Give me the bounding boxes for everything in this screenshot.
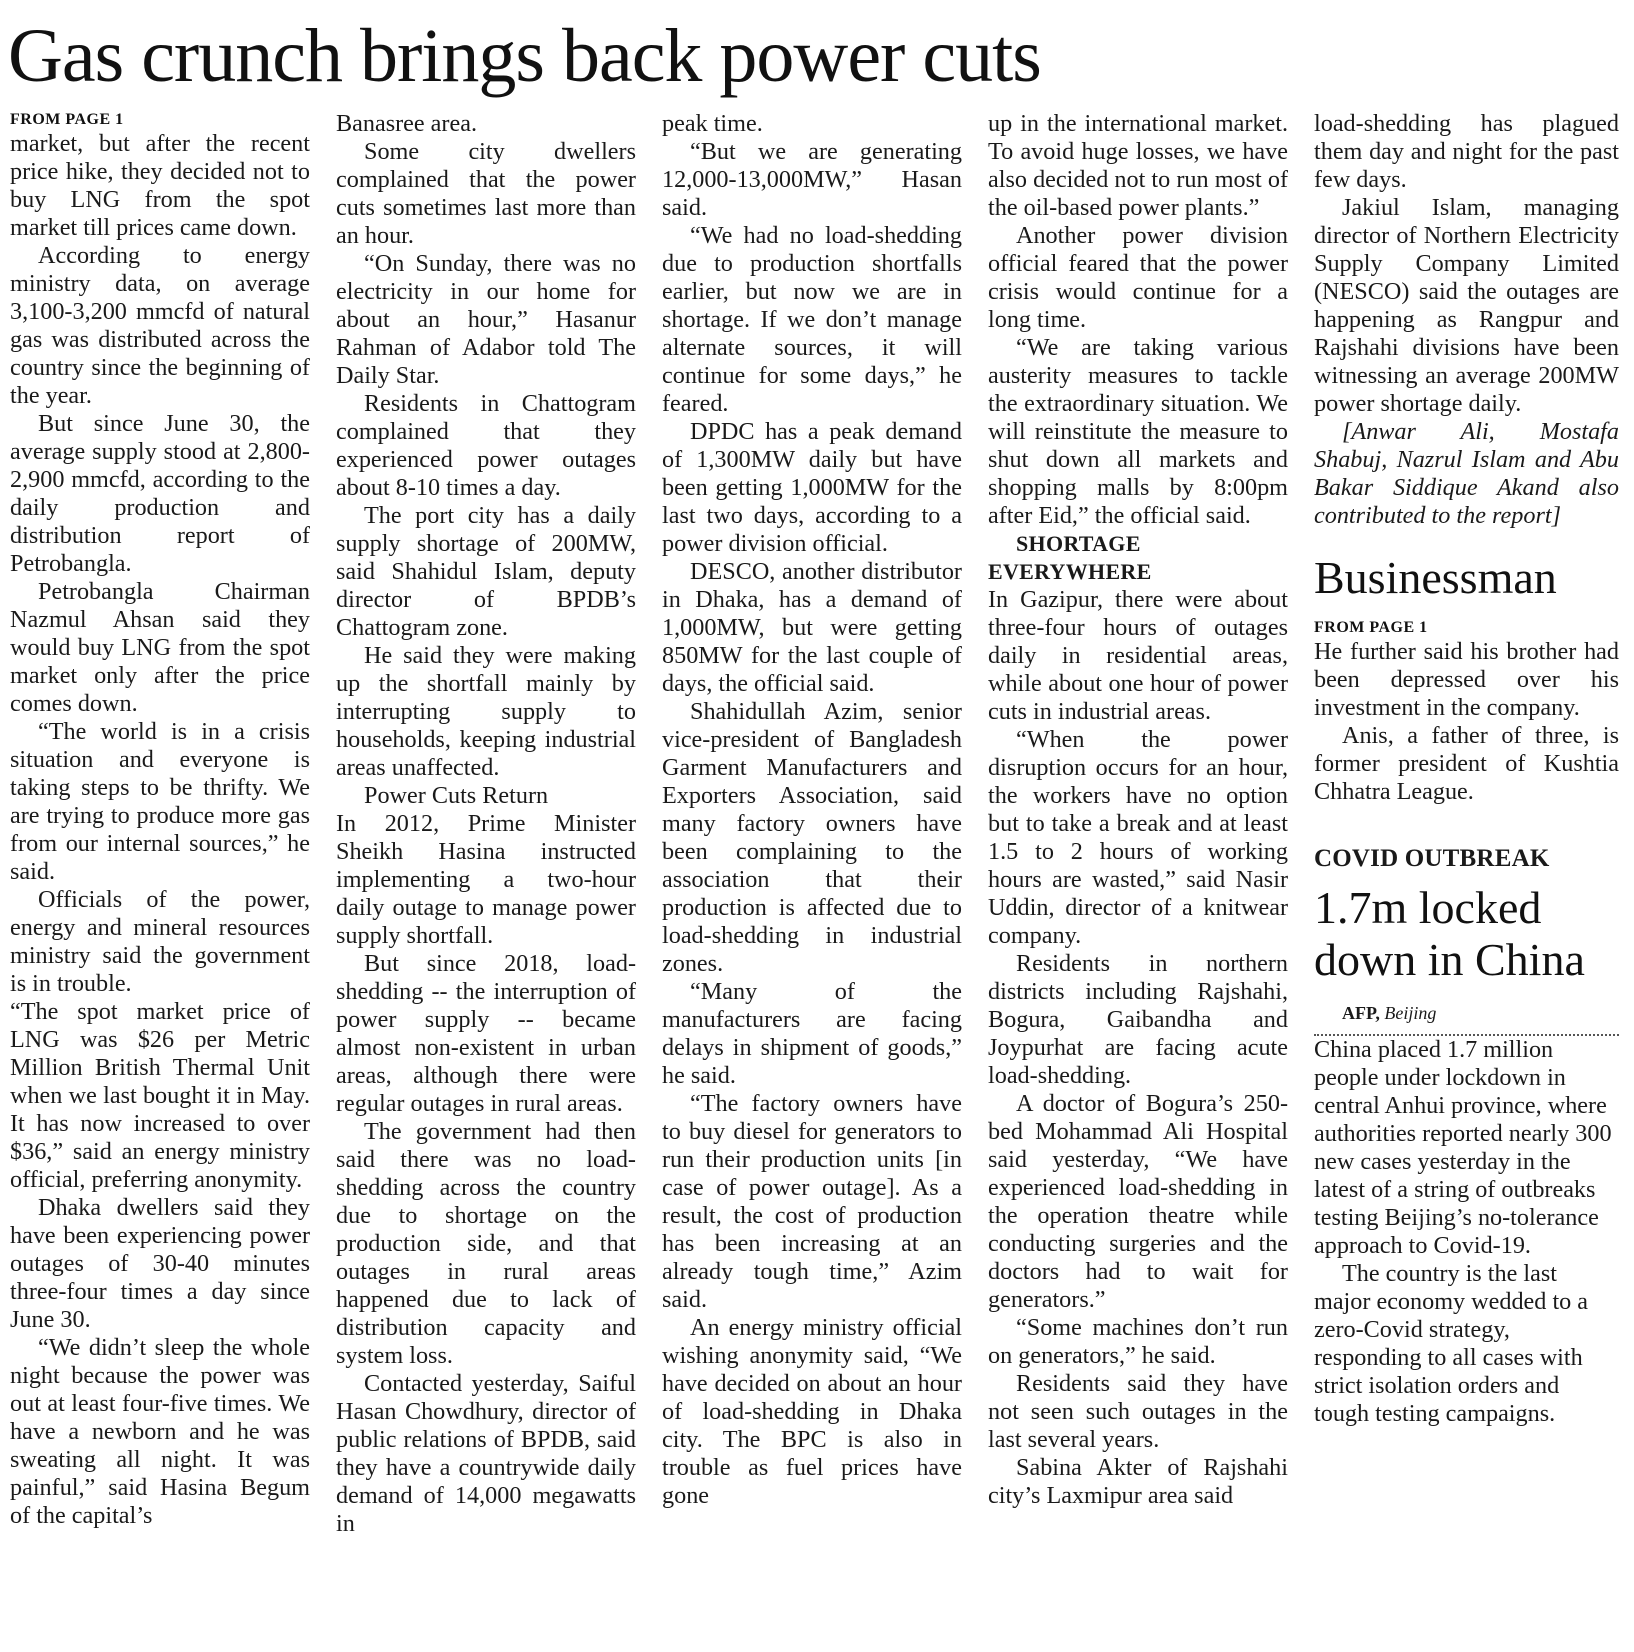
paragraph: Banasree area.	[336, 110, 477, 137]
paragraph: But since June 30, the average supply stood at 2,800-2,900 mmcfd, according to the daily production and distribution report of Petrobangla.	[10, 410, 310, 577]
paragraph: “On Sunday, there was no electricity in our home for about an hour,” Hasanur Rahman of Adabor told The Daily Star.	[336, 250, 636, 389]
paragraph: A doctor of Bogura’s 250-bed Mohammad Ali Hospital said yesterday, “We have experienced load-shedding in the operation theatre while conducting surgeries and the doctors had to wait for generators.”	[988, 1090, 1288, 1313]
paragraph: Residents in Chattogram complained that they experienced power outages about 8-10 times a day.	[336, 390, 636, 501]
paragraph: The country is the last major economy wedded to a zero-Covid strategy, responding to all cases with strict isolation orders and tough testing campaigns.	[1314, 1260, 1589, 1427]
paragraph: Shahidullah Azim, senior vice-president of Bangladesh Garment Manufacturers and Exporters Association, said many factory owners have been complaining to the association that their production is affected due to load-shedding in industrial zones.	[662, 698, 962, 977]
paragraph: Residents in northern districts including Rajshahi, Bogura, Gaibandha and Joypurhat are facing acute load-shedding.	[988, 950, 1288, 1089]
contributor-credit: [Anwar Ali, Mostafa Shabuj, Nazrul Islam and Abu Bakar Siddique Akand also contributed to the report]	[1314, 418, 1619, 529]
paragraph: China placed 1.7 million people under lockdown in central Anhui province, where authorities reported nearly 300 new cases yesterday in the latest of a string of outbreaks testing Beijing’s no-tolerance approach to Covid-19.	[1314, 1036, 1612, 1259]
paragraph: An energy ministry official wishing anonymity said, “We have decided on about an hour of load-shedding in Dhaka city. The BPC is also in trouble as fuel prices have gone	[662, 1314, 962, 1509]
paragraph: Residents said they have not seen such outages in the last several years.	[988, 1370, 1288, 1453]
paragraph: The port city has a daily supply shortage of 200MW, said Shahidul Islam, deputy director of BPDB’s Chattogram zone.	[336, 502, 636, 641]
paragraph: “When the power disruption occurs for an hour, the workers have no option but to take a break and at least 1.5 to 2 hours of working hours are wasted,” said Nasir Uddin, director of a knitwear company.	[988, 726, 1288, 949]
page-headline: Gas crunch brings back power cuts	[8, 14, 1041, 98]
paragraph: “The factory owners have to buy diesel for generators to run their production units [in case of power outage]. As a result, the cost of production has been increasing at an already tough time,” Azim said.	[662, 1090, 962, 1313]
paragraph: market, but after the recent price hike, they decided not to buy LNG from the spot market till prices came down.	[10, 130, 310, 241]
jump-label: FROM PAGE 1	[1314, 619, 1428, 636]
paragraph: Anis, a father of three, is former president of Kushtia Chhatra League.	[1314, 722, 1619, 805]
paragraph: Contacted yesterday, Saiful Hasan Chowdhury, director of public relations of BPDB, said they have a countrywide daily demand of 14,000 megawatts in	[336, 1370, 636, 1537]
paragraph: In Gazipur, there were about three-four hours of outages daily in residential areas, while about one hour of power cuts in industrial areas.	[988, 586, 1288, 725]
paragraph: “Many of the manufacturers are facing delays in shipment of goods,” he said.	[662, 978, 962, 1089]
paragraph: up in the international market. To avoid huge losses, we have also decided not to run most of the oil-based power plants.”	[988, 110, 1288, 221]
paragraph: load-shedding has plagued them day and night for the past few days.	[1314, 110, 1619, 193]
paragraph: “We didn’t sleep the whole night because the power was out at least four-five times. We have a newborn and he was sweating all night. It was painful,” said Hasina Begum of the capital’s	[10, 1334, 310, 1529]
paragraph: “We are taking various austerity measures to tackle the extraordinary situation. We will reinstitute the measure to shut down all markets and shopping malls by 8:00pm after Eid,” the official said.	[988, 334, 1288, 529]
article-column-4	[988, 110, 1288, 1645]
section-subhead: Power Cuts Return	[364, 782, 549, 809]
article-column-2	[336, 110, 636, 1645]
paragraph: Some city dwellers complained that the power cuts sometimes last more than an hour.	[336, 138, 636, 249]
paragraph: Petrobangla Chairman Nazmul Ahsan said they would buy LNG from the spot market only after the price comes down.	[10, 578, 310, 717]
paragraph: In 2012, Prime Minister Sheikh Hasina instructed implementing a two-hour daily outage to manage power supply shortfall.	[336, 810, 636, 949]
paragraph: “But we are generating 12,000-13,000MW,” Hasan said.	[662, 138, 962, 221]
story-kicker: COVID OUTBREAK	[1314, 845, 1550, 872]
paragraph: He further said his brother had been depressed over his investment in the company.	[1314, 638, 1619, 721]
section-subhead: SHORTAGE EVERYWHERE	[988, 531, 1152, 584]
paragraph: Jakiul Islam, managing director of Northern Electricity Supply Company Limited (NESCO) said the outages are happening as Rangpur and Rajshahi divisions have been witnessing an average 200MW power shortage daily.	[1314, 194, 1619, 417]
jump-label: FROM PAGE 1	[10, 111, 124, 128]
paragraph: Another power division official feared that the power crisis would continue for a long time.	[988, 222, 1288, 333]
paragraph: The government had then said there was no load-shedding across the country due to shortage on the production side, and that outages in rural areas happened due to lack of distribution capacity and system loss.	[336, 1118, 636, 1369]
paragraph: Dhaka dwellers said they have been experiencing power outages of 30-40 minutes three-four times a day since June 30.	[10, 1194, 310, 1333]
byline	[1314, 1002, 1619, 1036]
article-column-1	[10, 110, 310, 1645]
paragraph: DESCO, another distributor in Dhaka, has a demand of 1,000MW, but were getting 850MW for the last couple of days, the official said.	[662, 558, 962, 697]
article-column-3	[662, 110, 962, 1645]
byline-dateline: Beijing	[1384, 1003, 1437, 1023]
paragraph: But since 2018, load-shedding -- the interruption of power supply -- became almost non-existent in urban areas, although there were regular outages in rural areas.	[336, 950, 636, 1117]
paragraph: He said they were making up the shortfall mainly by interrupting supply to households, keeping industrial areas unaffected.	[336, 642, 636, 781]
paragraph: “We had no load-shedding due to production shortfalls earlier, but now we are in shortage. If we don’t manage alternate sources, it will continue for some days,” he feared.	[662, 222, 962, 417]
paragraph: “Some machines don’t run on generators,” he said.	[988, 1314, 1288, 1369]
paragraph: Sabina Akter of Rajshahi city’s Laxmipur area said	[988, 1454, 1288, 1509]
paragraph: peak time.	[662, 110, 763, 137]
byline-agency: AFP,	[1342, 1003, 1380, 1023]
paragraph: “The world is in a crisis situation and everyone is taking steps to be thrifty. We are trying to produce more gas from our internal sources,” he said.	[10, 718, 310, 885]
paragraph: According to energy ministry data, on average 3,100-3,200 mmcfd of natural gas was distributed across the country since the beginning of the year.	[10, 242, 310, 409]
paragraph: “The spot market price of LNG was $26 per Metric Million British Thermal Unit when we last bought it in May. It has now increased to over $36,” said an energy ministry official, preferring anonymity.	[10, 998, 310, 1193]
story-headline-businessman: Businessman	[1314, 552, 1557, 603]
article-column-5	[1314, 110, 1619, 1645]
story-headline-china: 1.7m locked down in China	[1314, 882, 1585, 985]
paragraph: DPDC has a peak demand of 1,300MW daily but have been getting 1,000MW for the last two days, according to a power division official.	[662, 418, 962, 557]
paragraph: Officials of the power, energy and mineral resources ministry said the government is in trouble.	[10, 886, 310, 997]
